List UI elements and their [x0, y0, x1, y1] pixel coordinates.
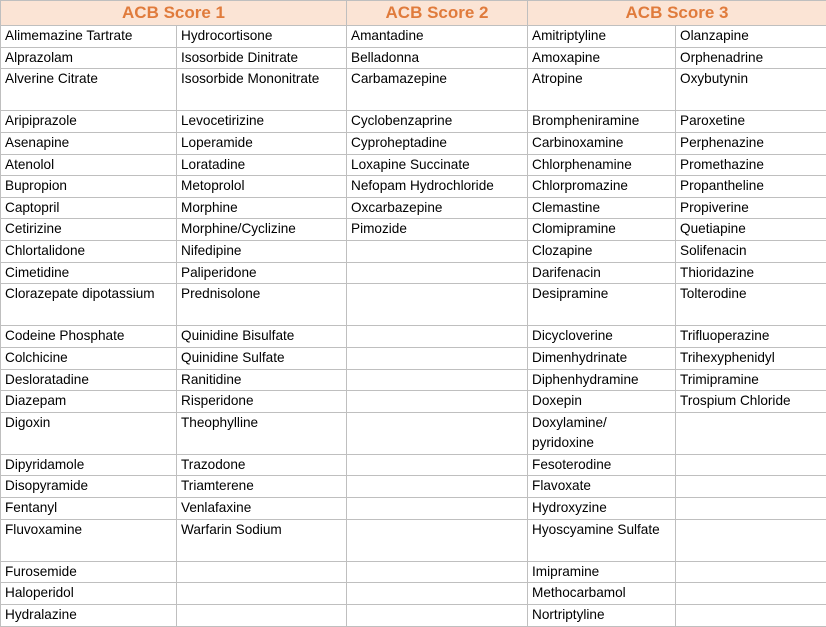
header-acb-score-3: ACB Score 3 — [528, 1, 826, 26]
table-cell: Warfarin Sodium — [177, 519, 347, 561]
table-cell: Atropine — [528, 69, 676, 111]
table-row — [1, 391, 826, 413]
table-cell: Tolterodine — [676, 284, 826, 326]
table-row — [1, 240, 826, 262]
table-cell: Doxylamine/ pyridoxine — [528, 412, 676, 454]
table-cell — [347, 519, 528, 561]
table-cell: Belladonna — [347, 47, 528, 69]
table-cell: Cyproheptadine — [347, 132, 528, 154]
table-cell: Codeine Phosphate — [1, 326, 177, 348]
table-cell: Chlortalidone — [1, 240, 177, 262]
table-cell: Bupropion — [1, 176, 177, 198]
table-row — [1, 219, 826, 241]
table-cell — [177, 605, 347, 627]
table-cell — [676, 583, 826, 605]
table-cell: Venlafaxine — [177, 498, 347, 520]
header-row — [1, 1, 826, 26]
header-acb-score-2: ACB Score 2 — [347, 1, 528, 26]
table-cell — [347, 583, 528, 605]
table-row — [1, 132, 826, 154]
table-cell — [347, 347, 528, 369]
table-cell: Hyoscyamine Sulfate — [528, 519, 676, 561]
table-cell: Hydrocortisone — [177, 26, 347, 48]
table-cell: Morphine — [177, 197, 347, 219]
table-cell: Pimozide — [347, 219, 528, 241]
table-cell: Alprazolam — [1, 47, 177, 69]
table-cell — [177, 561, 347, 583]
table-cell — [177, 583, 347, 605]
header-acb-score-1: ACB Score 1 — [1, 1, 347, 26]
table-cell: Propantheline — [676, 176, 826, 198]
table-row — [1, 347, 826, 369]
table-cell: Furosemide — [1, 561, 177, 583]
table-cell: Fesoterodine — [528, 454, 676, 476]
table-cell — [347, 605, 528, 627]
table-cell: Orphenadrine — [676, 47, 826, 69]
table-cell: Dipyridamole — [1, 454, 177, 476]
table-row — [1, 197, 826, 219]
table-cell: Digoxin — [1, 412, 177, 454]
table-cell: Captopril — [1, 197, 177, 219]
table-cell — [676, 519, 826, 561]
table-cell: Trospium Chloride — [676, 391, 826, 413]
table-cell — [676, 476, 826, 498]
table-row — [1, 476, 826, 498]
table-row — [1, 69, 826, 111]
table-cell: Fluvoxamine — [1, 519, 177, 561]
table-cell: Alverine Citrate — [1, 69, 177, 111]
table-cell: Cimetidine — [1, 262, 177, 284]
table-cell: Risperidone — [177, 391, 347, 413]
table-cell: Clorazepate dipotassium — [1, 284, 177, 326]
table-cell: Atenolol — [1, 154, 177, 176]
table-cell: Paliperidone — [177, 262, 347, 284]
table-cell: Triamterene — [177, 476, 347, 498]
table-cell — [676, 605, 826, 627]
table-cell: Amoxapine — [528, 47, 676, 69]
table-cell: Trihexyphenidyl — [676, 347, 826, 369]
table-cell: Theophylline — [177, 412, 347, 454]
table-row — [1, 262, 826, 284]
table-cell: Paroxetine — [676, 111, 826, 133]
table-cell: Dicycloverine — [528, 326, 676, 348]
table-row — [1, 176, 826, 198]
table-cell: Desipramine — [528, 284, 676, 326]
table-cell — [347, 412, 528, 454]
table-cell: Hydralazine — [1, 605, 177, 627]
table-cell: Olanzapine — [676, 26, 826, 48]
table-cell — [347, 498, 528, 520]
table-row — [1, 561, 826, 583]
table-row — [1, 284, 826, 326]
table-cell — [676, 561, 826, 583]
table-cell — [347, 369, 528, 391]
table-cell: Dimenhydrinate — [528, 347, 676, 369]
table-cell: Ranitidine — [177, 369, 347, 391]
table-cell: Trifluoperazine — [676, 326, 826, 348]
table-cell: Diphenhydramine — [528, 369, 676, 391]
table-cell: Nefopam Hydrochloride — [347, 176, 528, 198]
table-cell: Cyclobenzaprine — [347, 111, 528, 133]
table-cell — [347, 561, 528, 583]
table-row — [1, 583, 826, 605]
table-cell: Prednisolone — [177, 284, 347, 326]
table-cell: Loperamide — [177, 132, 347, 154]
table-cell: Clozapine — [528, 240, 676, 262]
table-cell: Cetirizine — [1, 219, 177, 241]
table-row — [1, 326, 826, 348]
table-cell: Thioridazine — [676, 262, 826, 284]
table-cell: Trimipramine — [676, 369, 826, 391]
table-cell: Amitriptyline — [528, 26, 676, 48]
table-cell: Colchicine — [1, 347, 177, 369]
table-cell: Methocarbamol — [528, 583, 676, 605]
table-cell: Quetiapine — [676, 219, 826, 241]
table-cell — [347, 476, 528, 498]
table-row — [1, 154, 826, 176]
table-cell: Solifenacin — [676, 240, 826, 262]
table-row — [1, 412, 826, 454]
table-cell: Aripiprazole — [1, 111, 177, 133]
table-cell: Darifenacin — [528, 262, 676, 284]
table-cell: Oxybutynin — [676, 69, 826, 111]
table-cell: Trazodone — [177, 454, 347, 476]
table-row — [1, 47, 826, 69]
table-cell — [347, 326, 528, 348]
table-cell — [347, 454, 528, 476]
table-cell: Quinidine Sulfate — [177, 347, 347, 369]
table-cell: Quinidine Bisulfate — [177, 326, 347, 348]
table-cell: Isosorbide Dinitrate — [177, 47, 347, 69]
table-cell: Loratadine — [177, 154, 347, 176]
table-cell: Nifedipine — [177, 240, 347, 262]
table-cell — [347, 391, 528, 413]
table-cell: Amantadine — [347, 26, 528, 48]
table-cell — [347, 240, 528, 262]
table-cell: Carbinoxamine — [528, 132, 676, 154]
table-cell: Morphine/Cyclizine — [177, 219, 347, 241]
table-row — [1, 369, 826, 391]
table-cell: Isosorbide Mononitrate — [177, 69, 347, 111]
table-cell: Asenapine — [1, 132, 177, 154]
table-cell: Oxcarbazepine — [347, 197, 528, 219]
table-cell: Desloratadine — [1, 369, 177, 391]
table-cell: Imipramine — [528, 561, 676, 583]
table-cell: Diazepam — [1, 391, 177, 413]
table-cell: Propiverine — [676, 197, 826, 219]
table-cell: Chlorphenamine — [528, 154, 676, 176]
table-cell — [676, 412, 826, 454]
table-cell: Nortriptyline — [528, 605, 676, 627]
table-cell — [347, 262, 528, 284]
table-cell: Disopyramide — [1, 476, 177, 498]
table-cell: Flavoxate — [528, 476, 676, 498]
table-cell: Perphenazine — [676, 132, 826, 154]
table-cell: Haloperidol — [1, 583, 177, 605]
table-cell: Fentanyl — [1, 498, 177, 520]
table-row — [1, 519, 826, 561]
table-cell — [347, 284, 528, 326]
table-row — [1, 454, 826, 476]
table-row — [1, 605, 826, 627]
table-row — [1, 26, 826, 48]
table-cell: Clomipramine — [528, 219, 676, 241]
table-cell — [676, 454, 826, 476]
table-cell — [676, 498, 826, 520]
table-row — [1, 498, 826, 520]
table-cell: Alimemazine Tartrate — [1, 26, 177, 48]
table-cell: Loxapine Succinate — [347, 154, 528, 176]
table-cell: Clemastine — [528, 197, 676, 219]
table-cell: Carbamazepine — [347, 69, 528, 111]
table-row — [1, 111, 826, 133]
table-cell: Chlorpromazine — [528, 176, 676, 198]
table-cell: Metoprolol — [177, 176, 347, 198]
table-cell: Promethazine — [676, 154, 826, 176]
table-cell: Doxepin — [528, 391, 676, 413]
table-cell: Hydroxyzine — [528, 498, 676, 520]
table-cell: Levocetirizine — [177, 111, 347, 133]
table-cell: Brompheniramine — [528, 111, 676, 133]
